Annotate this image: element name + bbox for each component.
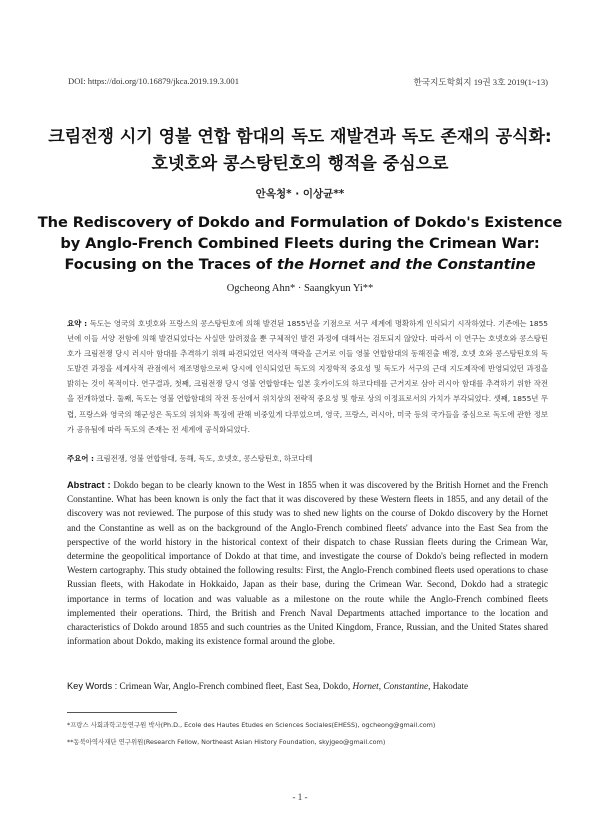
english-keywords-text-a: Crimean War, Anglo-French combined fleet, East Sea, Dokdo, — [117, 682, 353, 692]
korean-keywords-text: 크림전쟁, 영불 연합함대, 동해, 독도, 호넷호, 콩스탕틴호, 하코다테 — [93, 454, 313, 463]
footnote-1: *프랑스 사회과학고등연구원 박사(Ph.D., Ecole des Hautes Etudes en Sciences Sociales(EHESS), ogcheong@gmail.com) — [67, 721, 436, 729]
footnote-2: **동북아역사재단 연구위원(Research Fellow, Northeast Asian History Foundation, skyjgeo@gmail.com) — [67, 738, 386, 746]
footnotes — [67, 717, 548, 751]
korean-abstract-text: 독도는 영국의 호넷호와 프랑스의 콩스탕틴호에 의해 발견된 1855년을 기점으로 서구 세계에 명확하게 인식되기 시작하였다. 기존에는 1855년에 이들 서양 전함에 의해 발견되었다는 사실만 알려졌을 뿐 구체적인 발견 과정에 대해서는 검토되지 않았다. 따라서 이 연구는 호넷호와 콩스탕틴호가 크림전쟁 당시 러시아 함대를 추격하기 위해 파견되었던 역사적 맥락을 근거로 이들 영불 연합함대의 동해진출 배경, 호넷 호와 콩스탕틴호의 독도발견 과정을 세계사적 관점에서 재조명함으로써 당시에 인식되었던 독도의 지정학적 중요성 및 독도가 서구의 근대 지도제작에 반영되었던 과정을 밝히는 것이 목적이다. 연구결과, 첫째, 크림전쟁 당시 영불 연합함대는 일본 홋카이도의 하코다테를 근거지로 삼아 러시아 함대를 추격하기 위한 작전을 전개하였다. 둘째, 독도는 영불 연합함대의 작전 동선에서 위치상의 전략적 중요성 및 항로 상의 이정표로서의 가치가 부각되었다. 셋째, 1855년 무렵, 프랑스와 영국의 해군성은 독도의 위치와 특징에 관해 비중있게 다루었으며, 영국, 프랑스, 러시아, 미국 등의 국가들을 중심으로 독도에 관한 정보가 공유됨에 따라 독도의 존재는 전 세계에 공식화되었다. — [67, 319, 548, 434]
english-keywords — [67, 679, 548, 694]
korean-keywords — [67, 452, 548, 466]
english-title — [30, 212, 570, 275]
journal-citation: 한국지도학회지 19권 3호 2019(1~13) — [413, 77, 548, 87]
running-header — [68, 76, 548, 88]
english-title-line3-italic: the Hornet and the Constantine — [276, 256, 536, 273]
footnote-divider — [67, 712, 177, 713]
keyword-hornet: Hornet — [352, 682, 379, 692]
korean-title-line2: 호넷호와 콩스탕틴호의 행적을 중심으로 — [151, 154, 449, 174]
korean-authors: 안옥청* · 이상균** — [255, 188, 345, 200]
korean-keywords-label: 주요어 : — [67, 454, 94, 463]
english-keywords-text-b: , Hakodate — [428, 682, 469, 692]
english-title-line3 — [30, 254, 570, 275]
korean-abstract — [67, 316, 548, 437]
english-keywords-label: Key Words : — [67, 681, 118, 691]
english-authors: Ogcheong Ahn* · Saangkyun Yi** — [226, 283, 374, 294]
doi-text[interactable]: DOI: https://doi.org/10.16879/jkca.2019.19.3.001 — [68, 76, 239, 86]
page-number: - 1 - — [292, 792, 308, 802]
korean-abstract-label: 요약 : — [67, 319, 88, 328]
keyword-constantine: Constantine — [383, 682, 429, 692]
english-abstract — [67, 478, 548, 649]
english-title-line3-prefix: Focusing on the Traces of — [64, 256, 277, 273]
keyword-separator: , — [378, 682, 384, 692]
korean-title — [40, 124, 560, 178]
english-abstract-text: Dokdo began to be clearly known to the West in 1855 when it was discovered by the British Hornet and the French Constantine. What has been known is only the fact that it was discovered by these Western fleets in 1855, and any detail of the discovery was not reviewed. The purpose of this study was to shed new lights on the course of Dokdo discovery by the Hornet and the Constantine as well as on the background of the Anglo-French combined fleets' advance into the East Sea from the perspective of the world history in the historical context of their dispatch to chase Russian fleets during the Crimean War, determine the geopolitical importance of Dokdo at that time, and investigate the course of Dokdo's being reflected in modern Western cartography. This study obtained the following results: First, the Anglo-French combined fleets used operations to chase Russian fleets, with Hakodate in Hokkaido, Japan as their base, during the Crimean War. Second, Dokdo had a strategic importance in terms of location and was valuable as a milestone on the route while the Anglo-French combined fleets implemented their operations. Third, the British and French Naval Departments attached importance to the location and characteristics of Dokdo around 1855 and such countries as the United Kingdom, France, Russian, and the United States shared information about Dokdo, making its existence formal around the globe. — [67, 481, 548, 648]
english-title-line1: The Rediscovery of Dokdo and Formulation of Dokdo's Existence — [37, 214, 563, 231]
english-title-line2: by Anglo-French Combined Fleets during the Crimean War: — [60, 235, 540, 252]
korean-title-line1: 크림전쟁 시기 영불 연합 함대의 독도 재발견과 독도 존재의 공식화: — [48, 127, 552, 147]
english-abstract-label: Abstract : — [67, 480, 111, 490]
